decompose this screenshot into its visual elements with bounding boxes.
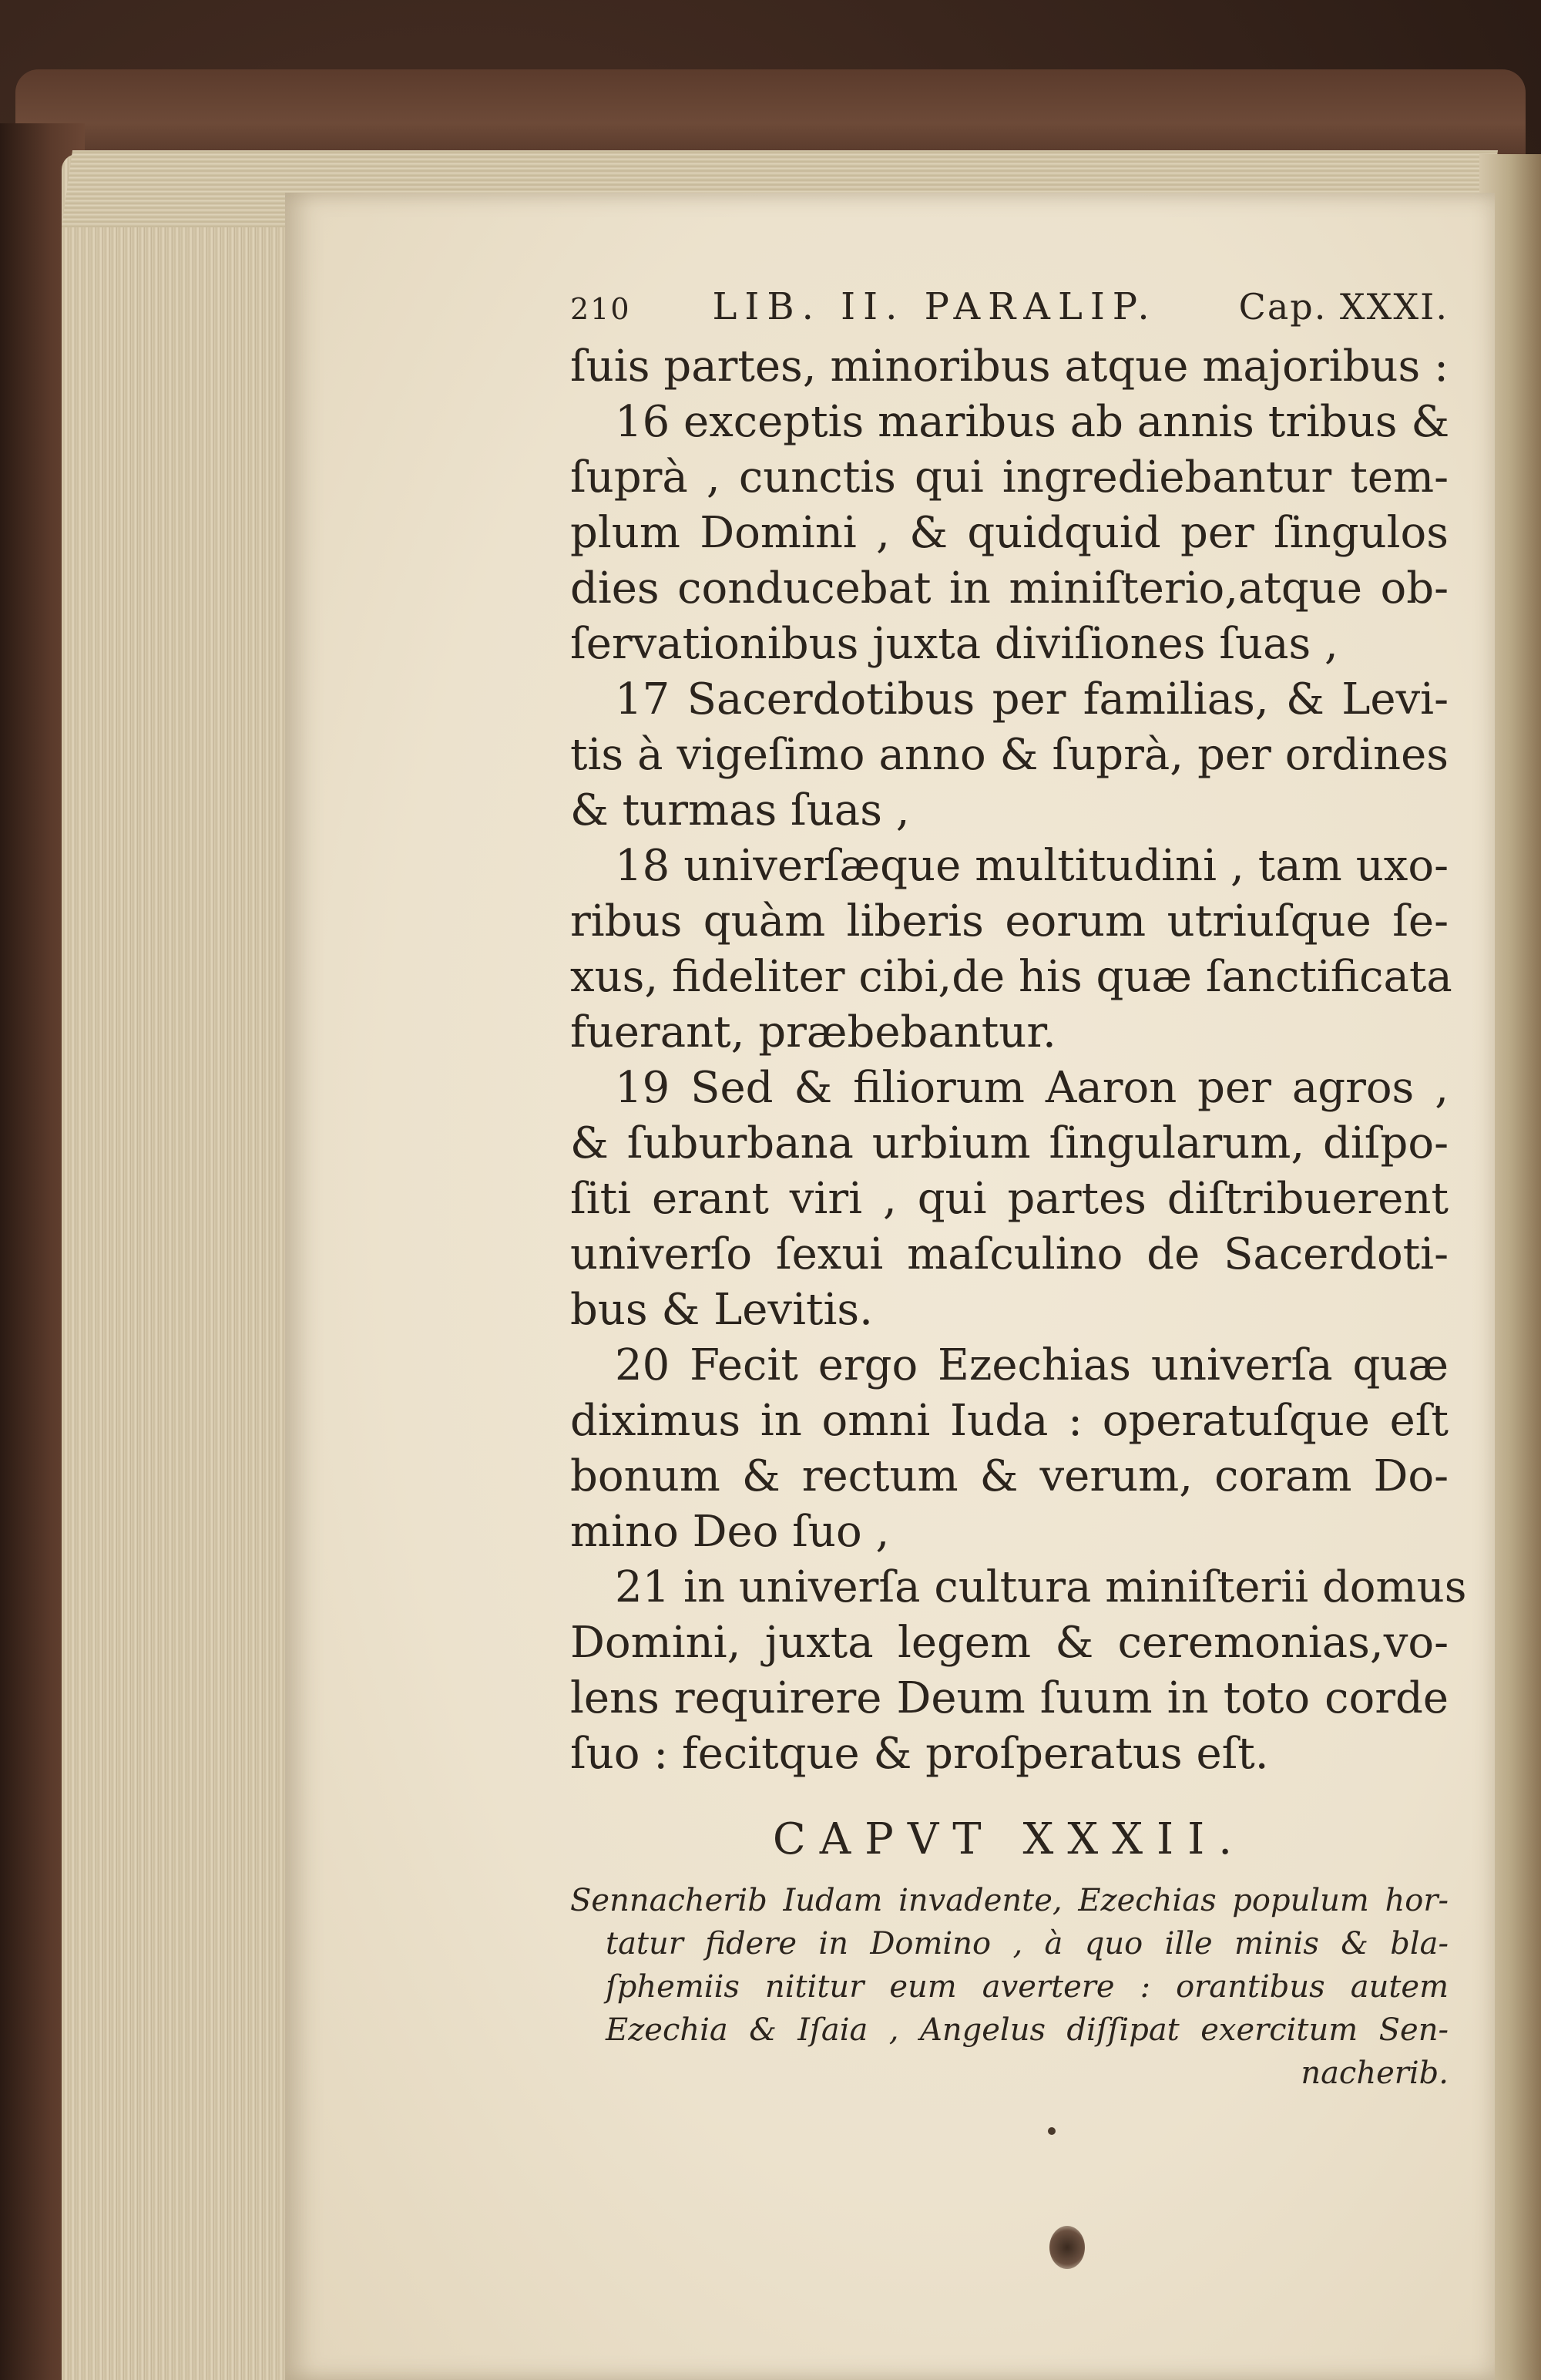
summary-line: ſphemiis nititur eum avertere : orantibus autem <box>606 1969 1449 2005</box>
chapter-reference: Cap. XXXI. <box>1238 286 1449 328</box>
summary-line: tatur fidere in Domino , à quo ille minis & bla- <box>606 1926 1449 1961</box>
text-line: bus & Levitis. <box>570 1285 873 1335</box>
text-line: ſiti erant viri , qui partes diſtribuerent <box>570 1174 1449 1224</box>
text-line: mino Deo ſuo , <box>570 1507 890 1557</box>
text-line: ſuo : fecitque & proſperatus eſt. <box>570 1729 1269 1779</box>
text-line: fuerant, præbebantur. <box>570 1007 1056 1057</box>
running-header <box>570 285 1449 339</box>
text-line: xus, fideliter cibi,de his quæ ſanctificata <box>570 952 1452 1002</box>
chapter-heading: CAPVT XXXII. <box>772 1814 1247 1864</box>
text-line: 19 Sed & filiorum Aaron per agros , <box>615 1063 1449 1113</box>
text-line: bonum & rectum & verum, coram Do- <box>570 1451 1449 1501</box>
text-line: diximus in omni Iuda : operatuſque eſt <box>570 1396 1449 1446</box>
text-line: 16 exceptis maribus ab annis tribus & <box>615 397 1450 447</box>
text-line: lens requirere Deum ſuum in toto corde <box>570 1673 1449 1723</box>
chapter-summary <box>570 1879 1449 2095</box>
text-line: 20 Fecit ergo Ezechias univerſa quæ <box>615 1340 1449 1390</box>
ink-stain <box>1049 2226 1085 2269</box>
text-line: univerſo ſexui maſculino de Sacerdoti- <box>570 1229 1449 1279</box>
text-line: ribus quàm liberis eorum utriuſque ſe- <box>570 896 1449 946</box>
summary-line: Ezechia & Iſaia , Angelus diſſipat exercitum Sen- <box>606 2012 1449 2048</box>
text-line: ſuis partes, minoribus atque majoribus : <box>570 341 1449 392</box>
text-line: 17 Sacerdotibus per familias, & Levi- <box>615 674 1449 724</box>
text-line: 21 in univerſa cultura miniſterii domus <box>615 1562 1467 1612</box>
ink-dot <box>1048 2127 1056 2135</box>
summary-line: Sennacherib Iudam invadente, Ezechias populum hor- <box>570 1883 1449 1918</box>
text-line: plum Domini , & quidquid per ſingulos <box>570 508 1449 558</box>
page-text <box>570 285 1467 2095</box>
text-line: Domini, juxta legem & ceremonias,vo- <box>570 1618 1449 1668</box>
page-edges-left <box>62 154 308 2380</box>
text-line: dies conducebat in miniſterio,atque ob- <box>570 563 1449 613</box>
text-line: 18 univerſæque multitudini , tam uxo- <box>615 841 1449 891</box>
summary-line: nacherib. <box>1301 2056 1449 2091</box>
text-line: & turmas ſuas , <box>570 785 910 835</box>
running-title: LIB. II. PARALIP. <box>712 285 1157 328</box>
text-line: & ſuburbana urbium ſingularum, diſpo- <box>570 1118 1449 1168</box>
text-line: ſuprà , cunctis qui ingrediebantur tem- <box>570 452 1449 503</box>
page-number: 210 <box>570 292 631 326</box>
text-line: tis à vigeſimo anno & ſuprà, per ordines <box>570 730 1449 780</box>
text-line: ſervationibus juxta diviſiones ſuas , <box>570 619 1338 669</box>
